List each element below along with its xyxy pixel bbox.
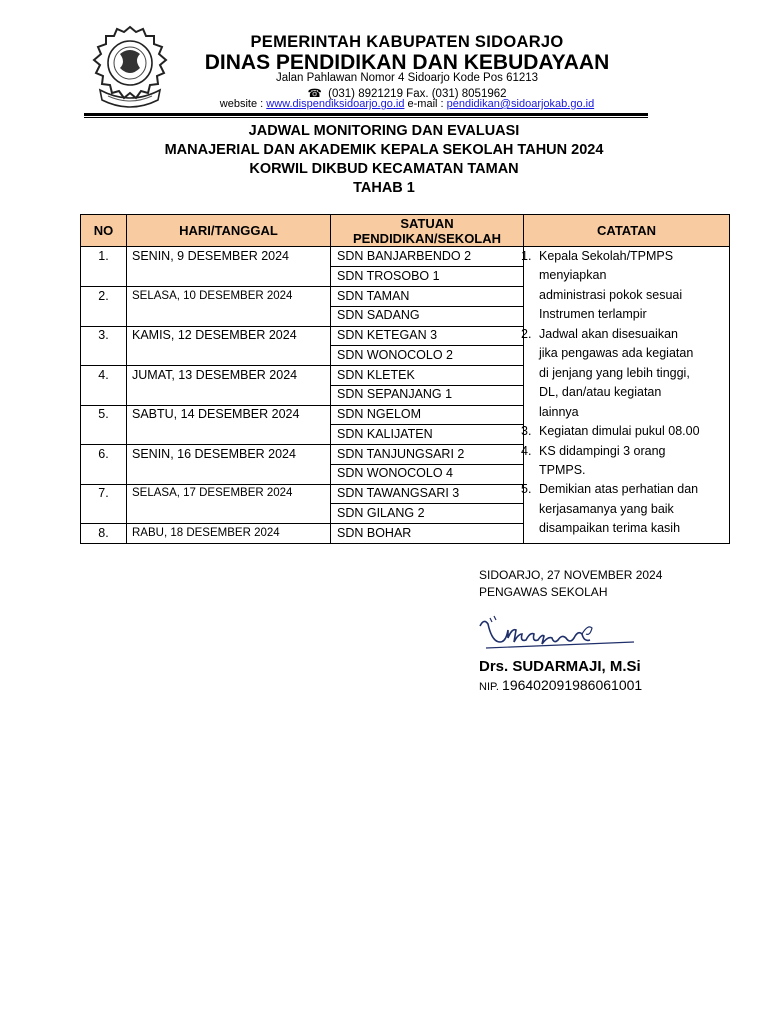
note-line <box>524 305 647 324</box>
department-name: DINAS PENDIDIKAN DAN KEBUDAYAAN <box>204 51 610 74</box>
note-text: Jadwal akan disesuaikan <box>539 326 678 341</box>
table-row <box>81 287 524 307</box>
document-title-line-1: JADWAL MONITORING DAN EVALUASI <box>248 123 520 139</box>
note-text: KS didampingi 3 orang <box>539 443 666 458</box>
signer-role: PENGAWAS SEKOLAH <box>479 585 608 599</box>
office-address: Jalan Pahlawan Nomor 4 Sidoarjo Kode Pos 61213 <box>275 72 539 84</box>
note-line <box>521 422 700 441</box>
note-number: 4. <box>521 443 532 458</box>
contact-line <box>182 98 632 110</box>
row-school: SDN SADANG <box>331 306 524 326</box>
note-line <box>524 403 579 422</box>
row-school: SDN TANJUNGSARI 2 <box>331 445 524 465</box>
row-school: SDN KETEGAN 3 <box>331 326 524 346</box>
table-row <box>81 267 524 287</box>
note-text: kerjasamanya yang baik <box>539 501 674 516</box>
letterhead-thin-rule <box>84 117 648 118</box>
note-number: 2. <box>521 326 532 341</box>
table-row <box>81 405 524 425</box>
place-and-date: SIDOARJO, 27 NOVEMBER 2024 <box>479 568 663 582</box>
note-text: DL, dan/atau kegiatan <box>539 385 662 400</box>
row-number <box>81 464 127 484</box>
note-line <box>524 266 606 285</box>
nip-label: NIP. <box>479 681 503 693</box>
email-link[interactable]: pendidikan@sidoarjokab.go.id <box>446 98 595 110</box>
row-date <box>127 504 331 524</box>
row-date <box>127 306 331 326</box>
note-line <box>521 480 699 499</box>
header-notes: CATATAN <box>524 215 729 247</box>
row-date: RABU, 18 DESEMBER 2024 <box>127 524 331 544</box>
header-school-line-1: SATUAN <box>400 215 454 231</box>
row-school: SDN KALIJATEN <box>331 425 524 445</box>
header-date: HARI/TANGGAL <box>127 215 331 247</box>
note-text: menyiapkan <box>539 268 607 283</box>
note-line <box>524 383 661 402</box>
note-line <box>524 364 690 383</box>
row-school: SDN GILANG 2 <box>331 504 524 524</box>
signer-nip <box>479 677 642 693</box>
row-date <box>127 346 331 366</box>
note-line <box>524 519 680 538</box>
schedule-table <box>80 214 730 544</box>
row-number: 6. <box>81 445 127 465</box>
table-row <box>81 464 524 484</box>
row-number: 8. <box>81 524 127 544</box>
row-number <box>81 385 127 405</box>
row-school: SDN BOHAR <box>331 524 524 544</box>
document-title-line-2: MANAJERIAL DAN AKADEMIK KEPALA SEKOLAH TAHUN 2024 <box>164 142 604 158</box>
government-name: PEMERINTAH KABUPATEN SIDOARJO <box>250 33 564 51</box>
table-row <box>81 326 524 346</box>
row-number: 5. <box>81 405 127 425</box>
note-text: TPMPS. <box>539 462 586 477</box>
row-number: 7. <box>81 484 127 504</box>
note-text: di jenjang yang lebih tinggi, <box>539 365 690 380</box>
row-school: SDN TAWANGSARI 3 <box>331 484 524 504</box>
table-row <box>81 504 524 524</box>
row-school: SDN TAMAN <box>331 287 524 307</box>
note-number: 5. <box>521 482 532 497</box>
row-number <box>81 346 127 366</box>
header-no: NO <box>81 215 127 247</box>
note-text: Kepala Sekolah/TPMPS <box>539 249 674 263</box>
regency-emblem-logo <box>86 24 174 116</box>
row-school: SDN KLETEK <box>331 366 524 386</box>
note-text: jika pengawas ada kegiatan <box>539 346 694 361</box>
phone-icon: ☎ <box>307 88 322 100</box>
row-date: SENIN, 16 DESEMBER 2024 <box>127 445 331 465</box>
note-text: Kegiatan dimulai pukul 08.00 <box>539 424 700 439</box>
table-row <box>81 247 524 267</box>
table-row <box>81 484 524 504</box>
note-line <box>521 442 666 461</box>
note-number: 3. <box>521 424 532 439</box>
table-row <box>81 306 524 326</box>
row-date <box>127 464 331 484</box>
website-label: website : <box>219 98 267 110</box>
row-number <box>81 425 127 445</box>
note-text: disampaikan terima kasih <box>539 521 681 536</box>
row-school: SDN SEPANJANG 1 <box>331 385 524 405</box>
row-school: SDN WONOCOLO 2 <box>331 346 524 366</box>
row-number <box>81 306 127 326</box>
table-row <box>81 346 524 366</box>
row-date: SABTU, 14 DESEMBER 2024 <box>127 405 331 425</box>
row-number: 1. <box>81 247 127 267</box>
row-date: SENIN, 9 DESEMBER 2024 <box>127 247 331 267</box>
row-number: 2. <box>81 287 127 307</box>
document-title-line-4: TAHAB 1 <box>353 180 415 196</box>
note-line <box>524 344 693 363</box>
signer-name: Drs. SUDARMAJI, M.Si <box>479 658 641 675</box>
table-row <box>81 385 524 405</box>
note-text: lainnya <box>539 404 579 419</box>
row-date: JUMAT, 13 DESEMBER 2024 <box>127 366 331 386</box>
row-date: SELASA, 17 DESEMBER 2024 <box>127 484 331 504</box>
row-number: 4. <box>81 366 127 386</box>
table-row <box>81 524 524 544</box>
row-number <box>81 504 127 524</box>
row-school: SDN BANJARBENDO 2 <box>331 247 524 267</box>
row-school: SDN TROSOBO 1 <box>331 267 524 287</box>
letterhead-thick-rule <box>84 113 648 116</box>
row-number <box>81 267 127 287</box>
row-date <box>127 385 331 405</box>
row-date <box>127 267 331 287</box>
table-row <box>81 425 524 445</box>
handwritten-signature <box>478 612 638 660</box>
email-label: e-mail : <box>404 98 447 110</box>
row-date <box>127 425 331 445</box>
row-number: 3. <box>81 326 127 346</box>
note-text: administrasi pokok sesuai <box>539 287 683 302</box>
website-link[interactable]: www.dispendiksidoarjo.go.id <box>266 98 405 110</box>
note-line <box>521 325 678 344</box>
note-text: Instrumen terlampir <box>539 307 647 322</box>
note-line <box>521 247 674 266</box>
note-line <box>524 500 674 519</box>
note-line <box>524 461 586 480</box>
row-school: SDN NGELOM <box>331 405 524 425</box>
phone-fax-text: (031) 8921219 Fax. (031) 8051962 <box>328 88 507 100</box>
document-title-line-3: KORWIL DIKBUD KECAMATAN TAMAN <box>249 161 519 177</box>
note-number: 1. <box>521 249 532 263</box>
table-row <box>81 445 524 465</box>
note-line <box>524 286 682 305</box>
note-text: Demikian atas perhatian dan <box>539 482 699 497</box>
row-date: KAMIS, 12 DESEMBER 2024 <box>127 326 331 346</box>
nip-number: 196402091986061001 <box>502 677 643 693</box>
header-school <box>331 215 524 247</box>
row-school: SDN WONOCOLO 4 <box>331 464 524 484</box>
row-date: SELASA, 10 DESEMBER 2024 <box>127 287 331 307</box>
header-school-line-2: PENDIDIKAN/SEKOLAH <box>352 230 502 246</box>
table-row <box>81 366 524 386</box>
